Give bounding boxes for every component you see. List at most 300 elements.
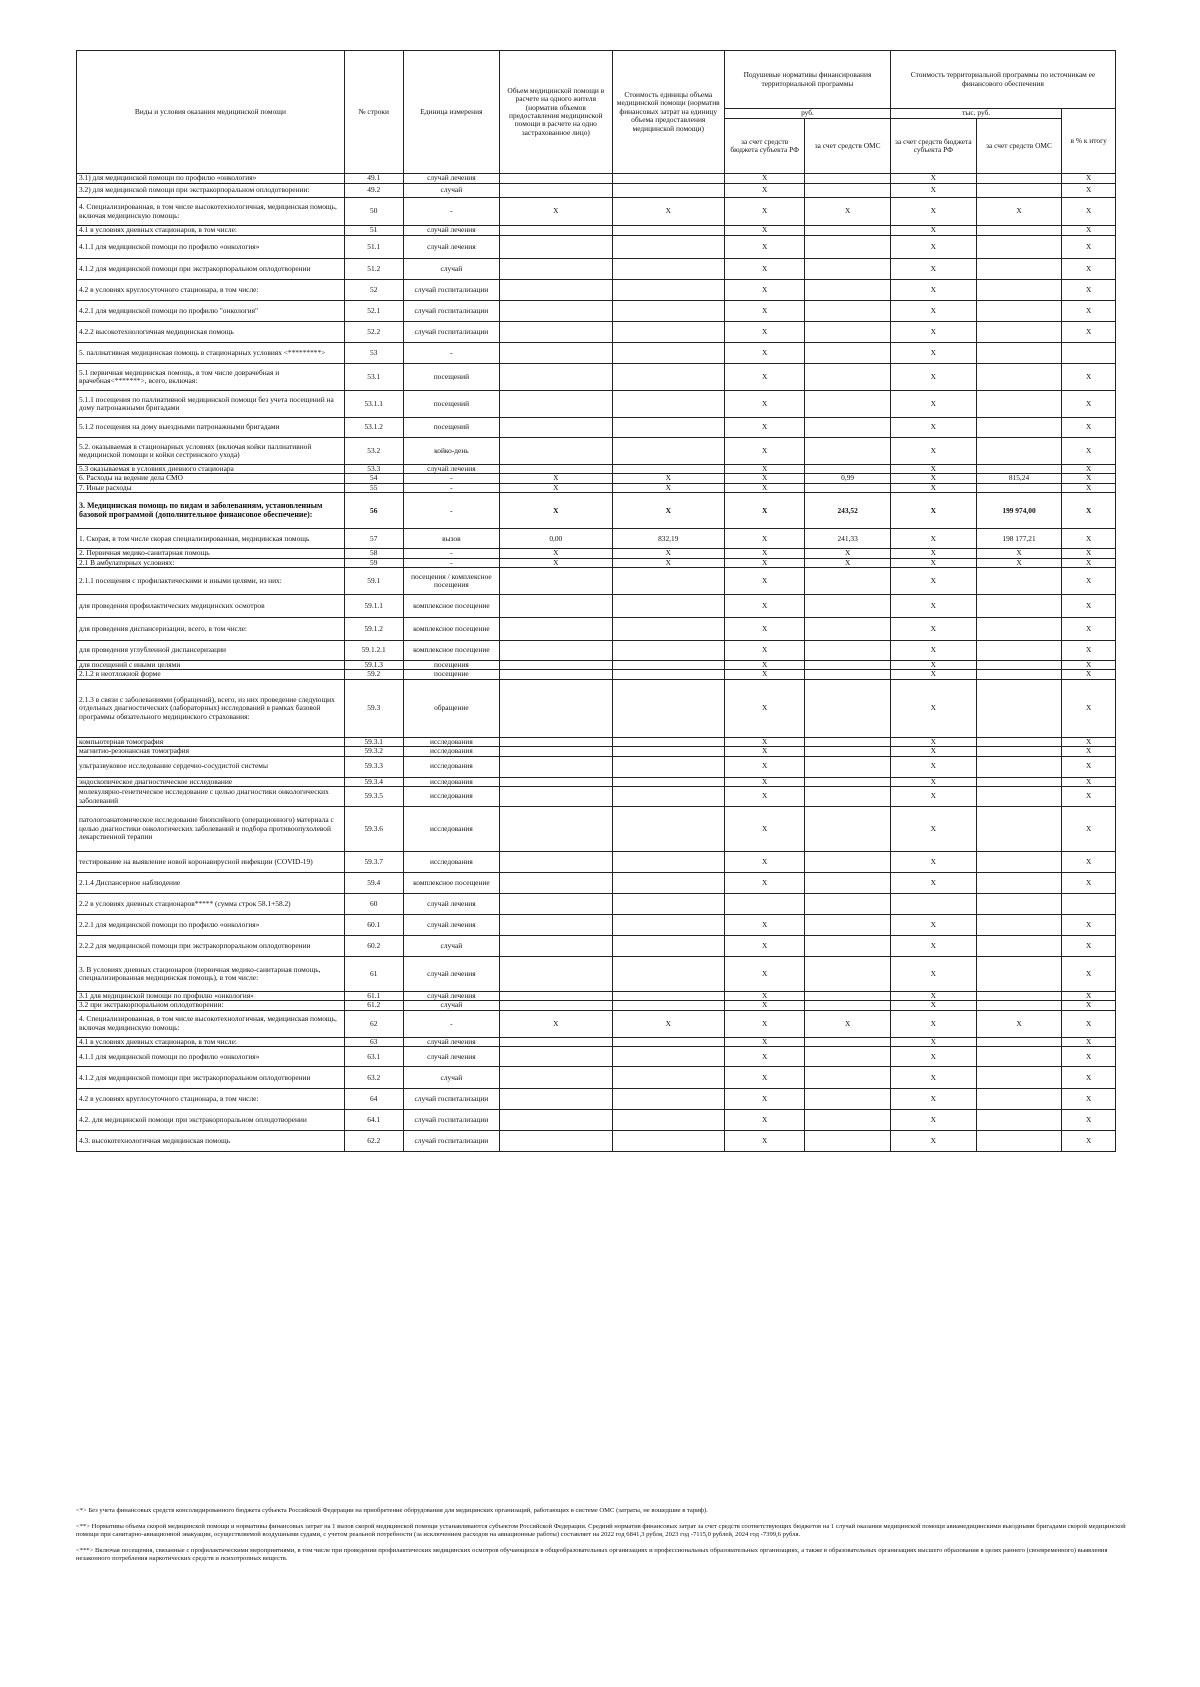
row-number: 53.3 [344,465,403,474]
row-total-oms [976,777,1062,786]
row-percent: X [1062,418,1116,438]
row-per-capita-oms [805,568,891,595]
row-total-oms [976,259,1062,280]
row-name: 4.1 в условиях дневных стационаров, в том числе: [77,1037,345,1046]
row-volume [500,807,612,852]
row-volume: X [500,1010,612,1037]
row-per-capita-budget: X [724,493,804,529]
table-row [77,474,1116,483]
row-total-oms [976,595,1062,618]
row-total-oms [976,301,1062,322]
row-unit: случай госпитализации [403,1089,499,1110]
row-total-oms [976,280,1062,301]
row-number: 62.2 [344,1131,403,1152]
row-total-budget: X [890,558,976,567]
row-total-budget: X [890,737,976,746]
row-name: 4.2 в условиях круглосуточного стационара, в том числе: [77,1089,345,1110]
row-per-capita-budget: X [724,174,804,184]
row-number: 63 [344,1037,403,1046]
row-per-capita-oms [805,280,891,301]
financing-table [76,50,1116,1152]
table-row [77,301,1116,322]
row-percent: X [1062,280,1116,301]
row-name: 7. Иные расходы [77,483,345,492]
row-total-budget: X [890,418,976,438]
row-per-capita-oms [805,174,891,184]
row-unit: - [403,474,499,483]
row-percent: X [1062,549,1116,558]
row-volume: 0,00 [500,529,612,549]
row-volume [500,236,612,259]
row-number: 59.3.5 [344,787,403,807]
row-unit: исследования [403,787,499,807]
row-percent [1062,343,1116,364]
row-per-capita-budget: X [724,915,804,936]
row-per-capita-oms [805,777,891,786]
header-total-cost: Стоимость территориальной программы по источникам ее финансового обеспечения [890,51,1115,109]
row-total-budget: X [890,756,976,777]
row-unit-cost [612,661,724,670]
row-number: 59.1.2.1 [344,641,403,661]
row-total-budget: X [890,184,976,198]
row-total-budget: X [890,549,976,558]
row-number: 53.1.2 [344,418,403,438]
row-unit-cost [612,184,724,198]
row-per-capita-oms: X [805,198,891,226]
row-volume [500,1037,612,1046]
row-total-oms [976,670,1062,679]
row-name: 4.2.2 высокотехнологичная медицинская помощь [77,322,345,343]
row-unit-cost [612,280,724,301]
table-row [77,670,1116,679]
row-number: 61.1 [344,992,403,1001]
row-unit-cost [612,465,724,474]
row-per-capita-oms [805,957,891,992]
header-total-oms: за счет средств ОМС [976,119,1062,174]
row-volume [500,894,612,915]
row-total-oms [976,1001,1062,1010]
row-per-capita-budget: X [724,992,804,1001]
row-unit-cost [612,641,724,661]
footnote: <*> Без учета финансовых средств консолидированного бюджета субъекта Российской Федерации на приобретение оборудования для медицинских организаций, работающих в системе ОМС (затраты, не вошедшие в тариф). [76,1507,708,1514]
row-unit-cost [612,618,724,641]
table-row [77,259,1116,280]
row-name: 4.2. для медицинской помощи при экстракорпоральном оплодотворении [77,1110,345,1131]
row-per-capita-budget: X [724,301,804,322]
table-row [77,280,1116,301]
row-per-capita-oms [805,1089,891,1110]
row-unit-cost: X [612,558,724,567]
row-unit: посещений [403,391,499,418]
row-total-budget: X [890,259,976,280]
row-percent: X [1062,777,1116,786]
row-unit: случай госпитализации [403,1131,499,1152]
row-percent: X [1062,1067,1116,1089]
row-name: 2.2 в условиях дневных стационаров***** (сумма строк 58.1+58.2) [77,894,345,915]
table-body [77,174,1116,1152]
row-name: для проведения углубленной диспансеризации [77,641,345,661]
row-total-oms [976,957,1062,992]
row-unit: - [403,558,499,567]
row-total-oms [976,618,1062,641]
row-number: 52.1 [344,301,403,322]
row-per-capita-budget: X [724,807,804,852]
row-total-oms [976,936,1062,957]
table-row [77,915,1116,936]
row-number: 59.3 [344,679,403,737]
row-unit-cost: X [612,1010,724,1037]
row-per-capita-oms [805,787,891,807]
row-per-capita-oms [805,873,891,894]
row-per-capita-budget: X [724,1110,804,1131]
row-unit: посещений [403,418,499,438]
row-unit: исследования [403,777,499,786]
row-unit-cost [612,1131,724,1152]
row-per-capita-oms [805,483,891,492]
row-number: 61 [344,957,403,992]
row-total-budget: X [890,873,976,894]
row-unit-cost [612,737,724,746]
row-name: 4.1.2 для медицинской помощи при экстракорпоральном оплодотворении [77,259,345,280]
row-name: 2.1.3 в связи с заболеваниями (обращений), всего, из них проведение следующих отдельных диагностических (лабораторных) исследований в рамках базовой программы обязательного медицинского страхования: [77,679,345,737]
row-number: 51.1 [344,236,403,259]
row-unit: посещения [403,661,499,670]
table-row [77,1110,1116,1131]
row-unit-cost [612,595,724,618]
row-per-capita-budget [724,894,804,915]
row-unit-cost [612,936,724,957]
row-unit: - [403,1010,499,1037]
row-unit-cost [612,226,724,236]
row-total-budget: X [890,198,976,226]
row-per-capita-oms: X [805,1010,891,1037]
row-volume [500,226,612,236]
row-volume [500,852,612,873]
row-per-capita-oms: 241,33 [805,529,891,549]
row-percent: X [1062,618,1116,641]
row-name: патологоанатомическое исследование биопсийного (операционного) материала с целью диагностики онкологических заболеваний и подбора противоопухолевой лекарственной терапии [77,807,345,852]
row-per-capita-budget: X [724,747,804,756]
table-row [77,1047,1116,1067]
row-total-budget [890,894,976,915]
header-per-capita-budget: за счет средств бюджета субъекта РФ [724,119,804,174]
row-per-capita-budget: X [724,618,804,641]
row-number: 49.2 [344,184,403,198]
row-percent: X [1062,1110,1116,1131]
row-volume: X [500,549,612,558]
row-per-capita-budget: X [724,474,804,483]
table-row [77,957,1116,992]
table-row [77,1037,1116,1046]
row-total-oms: X [976,198,1062,226]
row-name: 4.1.1 для медицинской помощи по профилю «онкология» [77,1047,345,1067]
table-row [77,1001,1116,1010]
row-percent: X [1062,438,1116,465]
row-number: 53.1 [344,364,403,391]
row-per-capita-budget: X [724,236,804,259]
row-total-oms [976,1110,1062,1131]
row-volume [500,322,612,343]
row-per-capita-oms [805,343,891,364]
row-volume [500,915,612,936]
row-number: 49.1 [344,174,403,184]
row-volume [500,343,612,364]
table-row [77,1067,1116,1089]
row-per-capita-budget: X [724,787,804,807]
row-volume [500,679,612,737]
row-number: 59.4 [344,873,403,894]
row-total-oms [976,787,1062,807]
row-total-budget: X [890,493,976,529]
row-percent: X [1062,807,1116,852]
header-row-no: № строки [344,51,403,174]
row-name: 4.1.2 для медицинской помощи при экстракорпоральном оплодотворении [77,1067,345,1089]
row-total-oms [976,1089,1062,1110]
row-volume [500,1089,612,1110]
row-number: 60.2 [344,936,403,957]
row-unit: - [403,343,499,364]
row-number: 53.2 [344,438,403,465]
row-total-budget: X [890,1067,976,1089]
row-total-oms [976,568,1062,595]
row-percent: X [1062,174,1116,184]
table-row [77,226,1116,236]
row-per-capita-budget: X [724,418,804,438]
row-per-capita-oms [805,1067,891,1089]
financing-table-sheet [76,50,1116,1152]
row-percent: X [1062,992,1116,1001]
row-number: 59.3.2 [344,747,403,756]
row-total-oms [976,894,1062,915]
row-per-capita-oms [805,1001,891,1010]
row-unit: вызов [403,529,499,549]
table-row [77,1010,1116,1037]
row-unit: комплексное посещение [403,595,499,618]
header-per-capita-oms: за счет средств ОМС [805,119,891,174]
row-per-capita-budget: X [724,184,804,198]
row-per-capita-budget: X [724,391,804,418]
row-unit-cost: X [612,474,724,483]
table-row [77,418,1116,438]
table-row [77,438,1116,465]
row-volume [500,259,612,280]
row-total-oms: X [976,1010,1062,1037]
row-total-budget: X [890,915,976,936]
row-name: 5. паллиативная медицинская помощь в стационарных условиях <*********> [77,343,345,364]
row-total-budget: X [890,1110,976,1131]
row-per-capita-oms [805,465,891,474]
table-row [77,679,1116,737]
row-unit: исследования [403,756,499,777]
row-per-capita-oms [805,1047,891,1067]
row-per-capita-budget: X [724,465,804,474]
row-total-oms [976,343,1062,364]
row-unit: обращение [403,679,499,737]
row-volume [500,670,612,679]
row-unit-cost [612,852,724,873]
row-per-capita-budget: X [724,568,804,595]
row-name: 3.1 для медицинской помощи по профилю «онкология» [77,992,345,1001]
row-percent: X [1062,493,1116,529]
row-total-budget: X [890,670,976,679]
row-per-capita-budget: X [724,322,804,343]
row-unit: случай лечения [403,226,499,236]
row-unit-cost [612,777,724,786]
row-per-capita-oms [805,641,891,661]
row-number: 55 [344,483,403,492]
row-per-capita-budget: X [724,661,804,670]
row-percent: X [1062,259,1116,280]
row-unit-cost: 832,19 [612,529,724,549]
row-volume [500,737,612,746]
row-percent: X [1062,756,1116,777]
row-total-oms [976,641,1062,661]
row-percent: X [1062,226,1116,236]
table-row [77,807,1116,852]
row-total-oms: 815,24 [976,474,1062,483]
row-per-capita-oms: X [805,558,891,567]
row-total-oms [976,915,1062,936]
row-unit: исследования [403,747,499,756]
row-total-budget: X [890,747,976,756]
row-total-budget: X [890,679,976,737]
row-total-oms [976,661,1062,670]
row-unit: случай лечения [403,236,499,259]
row-total-budget: X [890,1001,976,1010]
row-number: 57 [344,529,403,549]
row-unit: случай [403,259,499,280]
row-unit: посещения / комплексное посещения [403,568,499,595]
row-name: 5.1.1 посещения по паллиативной медицинской помощи без учета посещений на дому патронажными бригадами [77,391,345,418]
row-total-oms [976,747,1062,756]
row-volume [500,391,612,418]
row-per-capita-oms: 0,99 [805,474,891,483]
row-percent: X [1062,747,1116,756]
row-volume [500,438,612,465]
row-total-oms [976,873,1062,894]
row-number: 59.3.4 [344,777,403,786]
row-number: 59.3.1 [344,737,403,746]
header-thousand-rub: тыс. руб. [890,109,1061,119]
table-row [77,184,1116,198]
row-per-capita-oms [805,1131,891,1152]
row-per-capita-oms [805,438,891,465]
table-header [77,51,1116,174]
table-row [77,936,1116,957]
row-percent: X [1062,568,1116,595]
row-percent: X [1062,236,1116,259]
row-total-budget: X [890,438,976,465]
row-total-oms [976,418,1062,438]
row-unit: случай лечения [403,894,499,915]
footnote: <***> Включая посещения, связанные с профилактическими мероприятиями, в том числе при проведении профилактических медицинских осмотров обучающихся в общеобразовательных организациях и профессиональных образовательных организациях, а также в образовательных организациях высшего образования в целях раннего (своевременного) выявления незаконного потребления наркотических средств и психотропных веществ. [76,1547,1108,1562]
row-total-budget: X [890,1131,976,1152]
row-number: 59.1.1 [344,595,403,618]
row-total-oms [976,1037,1062,1046]
table-row [77,873,1116,894]
row-total-oms: 199 974,00 [976,493,1062,529]
row-total-oms [976,807,1062,852]
row-total-oms: 198 177,21 [976,529,1062,549]
row-name: тестирование на выявление новой коронавирусной инфекции (COVID-19) [77,852,345,873]
row-number: 59.3.7 [344,852,403,873]
row-per-capita-oms: X [805,549,891,558]
row-total-budget: X [890,529,976,549]
row-per-capita-oms [805,894,891,915]
row-name: 3. Медицинская помощь по видам и заболеваниям, установленным базовой программой (дополнительное финансовое обеспечение): [77,493,345,529]
row-unit-cost [612,438,724,465]
footnote: <**> Нормативы объема скорой медицинской помощи и нормативы финансовых затрат на 1 вызов скорой медицинской помощи устанавливаются субъектом Российской Федерации. Средний норматив финансовых затрат за счет средств соответствующих бюджетов на 1 случай оказания медицинской помощи авиамедицинскими выездными бригадами скорой медицинской помощи при санитарно-авиационной эвакуации, осуществляемой воздушными судами, с учетом реальной потребности (за исключением расходов на авиационные работы) составляет на 2022 год 6841,3 рубля, 2023 год -7115,0 рублей, 2024 год -7399,6 рубля. [76,1523,1126,1538]
row-volume [500,756,612,777]
row-unit-cost [612,992,724,1001]
row-unit-cost: X [612,549,724,558]
row-volume: X [500,483,612,492]
row-name: ультразвуковое исследование сердечно-сосудистой системы [77,756,345,777]
table-row [77,747,1116,756]
row-percent: X [1062,184,1116,198]
row-name: 2.1.2 в неотложной форме [77,670,345,679]
row-per-capita-budget: X [724,259,804,280]
row-unit: случай госпитализации [403,301,499,322]
row-number: 59 [344,558,403,567]
table-row [77,777,1116,786]
row-percent [1062,894,1116,915]
row-volume [500,787,612,807]
row-percent: X [1062,391,1116,418]
row-number: 59.1 [344,568,403,595]
row-volume [500,936,612,957]
row-unit-cost [612,894,724,915]
table-row [77,236,1116,259]
row-unit: случай госпитализации [403,1110,499,1131]
row-per-capita-oms [805,679,891,737]
row-percent: X [1062,679,1116,737]
row-number: 53 [344,343,403,364]
row-per-capita-oms [805,936,891,957]
row-percent: X [1062,1001,1116,1010]
row-name: 1. Скорая, в том числе скорая специализированная, медицинская помощь [77,529,345,549]
row-percent: X [1062,465,1116,474]
row-total-oms [976,236,1062,259]
row-unit: случай [403,184,499,198]
row-total-budget: X [890,661,976,670]
row-volume [500,641,612,661]
row-number: 51.2 [344,259,403,280]
row-per-capita-budget: X [724,1037,804,1046]
row-name: 2. Первичная медико-санитарная помощь [77,549,345,558]
row-unit-cost [612,1001,724,1010]
row-number: 50 [344,198,403,226]
row-unit-cost [612,364,724,391]
row-unit: случай лечения [403,915,499,936]
row-per-capita-oms [805,322,891,343]
row-per-capita-budget: X [724,280,804,301]
row-volume [500,184,612,198]
row-volume: X [500,474,612,483]
row-per-capita-oms [805,661,891,670]
row-unit-cost [612,679,724,737]
row-unit: случай лечения [403,1037,499,1046]
row-volume [500,174,612,184]
row-total-oms [976,483,1062,492]
row-per-capita-oms [805,915,891,936]
row-percent: X [1062,915,1116,936]
footnotes [76,1507,1126,1571]
row-name: 2.2.2 для медицинской помощи при экстракорпоральном оплодотворении [77,936,345,957]
table-row [77,618,1116,641]
row-number: 59.1.3 [344,661,403,670]
row-number: 64 [344,1089,403,1110]
